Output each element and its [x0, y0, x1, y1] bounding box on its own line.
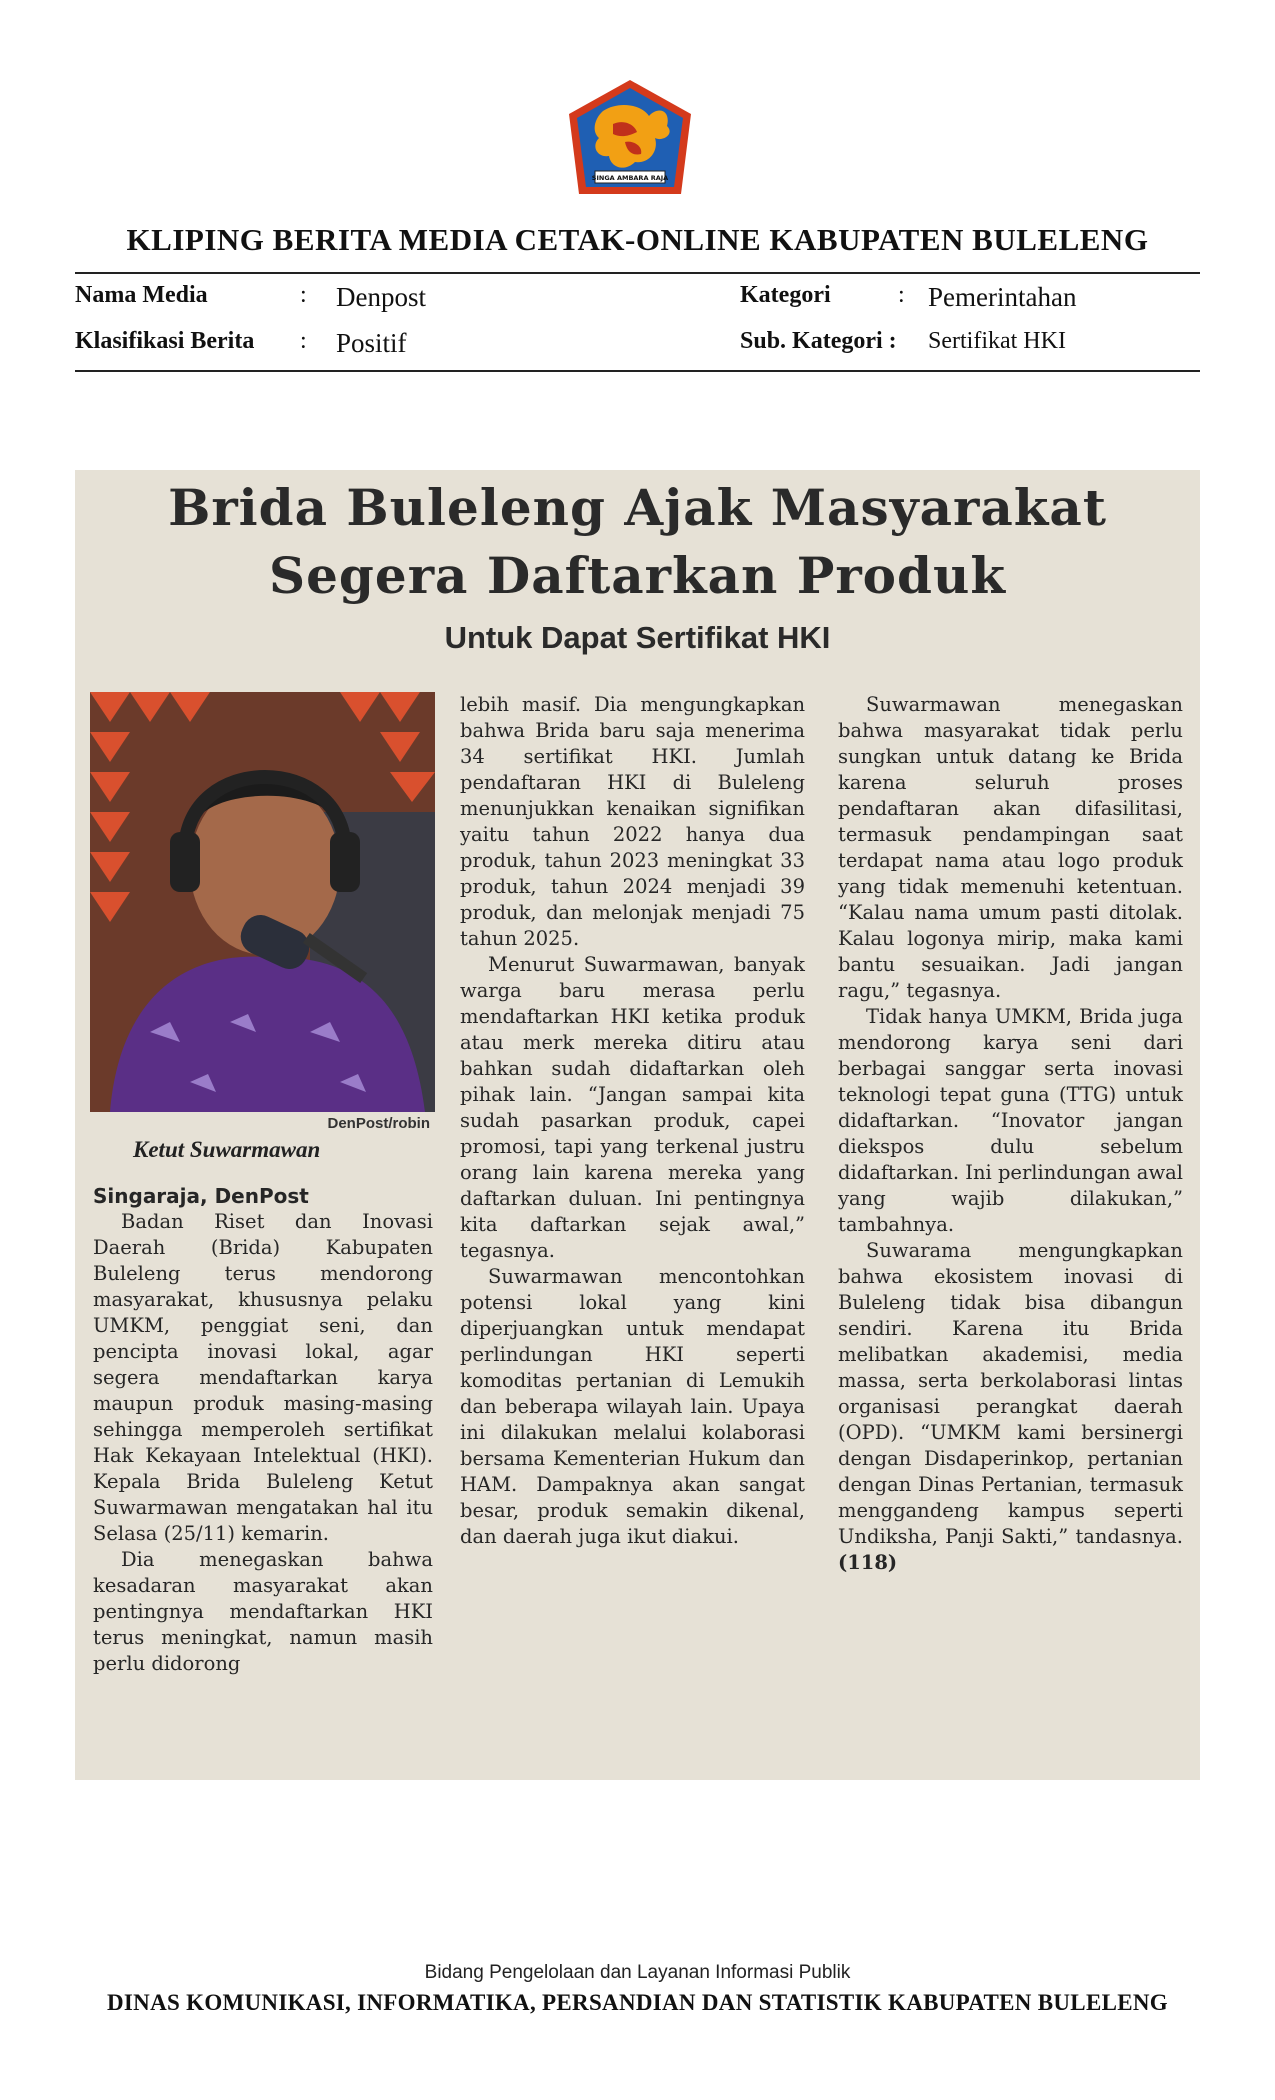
headline-line-1: Brida Buleleng Ajak Masyarakat: [168, 478, 1107, 537]
paragraph: Suwarmawan mencontohkan potensi lokal yang kini diperjuangkan untuk mendapat perlindungan HKI seperti komoditas pertanian di Lemukih dan beberapa wilayah lain. Upaya ini dilakukan melalui kolaborasi bersama Kementerian Hukum dan HAM. Dampaknya akan sangat besar, produk semakin dikenal, dan daerah juga ikut diakui.: [460, 1265, 805, 1548]
buleleng-crest-logo: [563, 76, 697, 200]
klasifikasi-colon: :: [300, 328, 307, 354]
subkategori-label: Sub. Kategori :: [740, 328, 897, 354]
paragraph-text: Suwarama mengungkapkan bahwa ekosistem inovasi di Buleleng tidak bisa dibangun sendiri. Karena itu Brida melibatkan akademisi, media massa, serta berkolaborasi lintas organisasi perangkat daerah (OPD). “UMKM kami bersinergi dengan Disdaperinkop, pertanian dengan Dinas Pertanian, termasuk menggandeng kampus seperti Undiksha, Panji Sakti,” tandasnya.: [838, 1239, 1183, 1548]
headline-line-2: Segera Daftarkan Produk: [269, 546, 1006, 605]
article-column-1: [93, 1183, 433, 1677]
subkategori-value: Sertifikat HKI: [928, 328, 1066, 354]
paragraph: [838, 1238, 1183, 1576]
paragraph: Tidak hanya UMKM, Brida juga mendorong karya seni dari berbagai sanggar serta inovasi teknologi tepat guna (TTG) untuk didaftarkan. “Inovator jangan diekspos dulu sebelum didaftarkan. Ini perlindungan awal yang wajib dilakukan,” tambahnya.: [838, 1005, 1183, 1236]
dateline: Singaraja, DenPost: [93, 1184, 309, 1208]
reporter-code: (118): [838, 1551, 898, 1574]
media-value: Denpost: [336, 282, 426, 312]
klasifikasi-value: Positif: [336, 328, 407, 358]
paragraph: lebih masif. Dia mengungkapkan bahwa Brida baru saja menerima 34 sertifikat HKI. Jumlah pendaftaran HKI di Buleleng menunjukkan kenaikan signifikan yaitu tahun 2022 hanya dua produk, tahun 2023 meningkat 33 produk, tahun 2024 menjadi 39 produk, dan melonjak menjadi 75 tahun 2025.: [460, 693, 805, 950]
header-rule-bottom: [75, 370, 1200, 372]
klasifikasi-label: Klasifikasi Berita: [75, 328, 255, 354]
document-title: KLIPING BERITA MEDIA CETAK-ONLINE KABUPATEN BULELENG: [126, 222, 1149, 257]
kategori-value: Pemerintahan: [928, 282, 1077, 312]
photo-caption: Ketut Suwarmawan: [133, 1137, 321, 1162]
logo-motto: SINGA AMBARA RAJA: [591, 174, 669, 182]
paragraph: Badan Riset dan Inovasi Daerah (Brida) Kabupaten Buleleng terus mendorong masyarakat, khususnya pelaku UMKM, penggiat seni, dan pencipta inovasi lokal, agar segera mendaftarkan karya maupun produk masing-masing sehingga memperoleh sertifikat Hak Kekayaan Intelektual (HKI). Kepala Brida Buleleng Ketut Suwarmawan mengatakan hal itu Selasa (25/11) kemarin.: [93, 1210, 433, 1545]
paragraph: Menurut Suwarmawan, banyak warga baru merasa perlu mendaftarkan HKI ketika produk atau merk mereka ditiru atau bahkan sudah didaftarkan oleh pihak lain. “Jangan sampai kita sudah pasarkan produk, capei promosi, tapi yang terkenal justru orang lain karena mereka yang daftarkan duluan. Ini pentingnya kita daftarkan sejak awal,” tegasnya.: [460, 953, 805, 1262]
kategori-label: Kategori: [740, 282, 831, 308]
footer-division: Bidang Pengelolaan dan Layanan Informasi Publik: [424, 1962, 851, 1983]
paragraph: Dia menegaskan bahwa kesadaran masyarakat akan pentingnya mendaftarkan HKI terus meningkat, namun masih perlu didorong: [93, 1548, 433, 1675]
subheadline: Untuk Dapat Sertifikat HKI: [444, 620, 831, 655]
photo-credit: DenPost/robin: [327, 1115, 430, 1132]
paragraph: Suwarmawan menegaskan bahwa masyarakat tidak perlu sungkan untuk datang ke Brida karena seluruh proses pendaftaran akan difasilitasi, termasuk pendampingan saat terdapat nama atau logo produk yang tidak memenuhi ketentuan. “Kalau nama umum pasti ditolak. Kalau logonya mirip, maka kami bantu sesuaikan. Jadi jangan ragu,” tegasnya.: [838, 693, 1183, 1002]
media-colon: :: [300, 282, 307, 308]
kategori-colon: :: [898, 282, 905, 308]
media-label: Nama Media: [75, 282, 208, 308]
article-column-3: [838, 692, 1183, 1576]
header-rule-top: [75, 272, 1200, 274]
footer-agency: DINAS KOMUNIKASI, INFORMATIKA, PERSANDIAN DAN STATISTIK KABUPATEN BULELENG: [107, 1990, 1168, 2015]
article-column-2: [460, 692, 805, 1550]
newspaper-clipping: [75, 470, 1200, 1780]
portrait-photo: [90, 692, 435, 1112]
